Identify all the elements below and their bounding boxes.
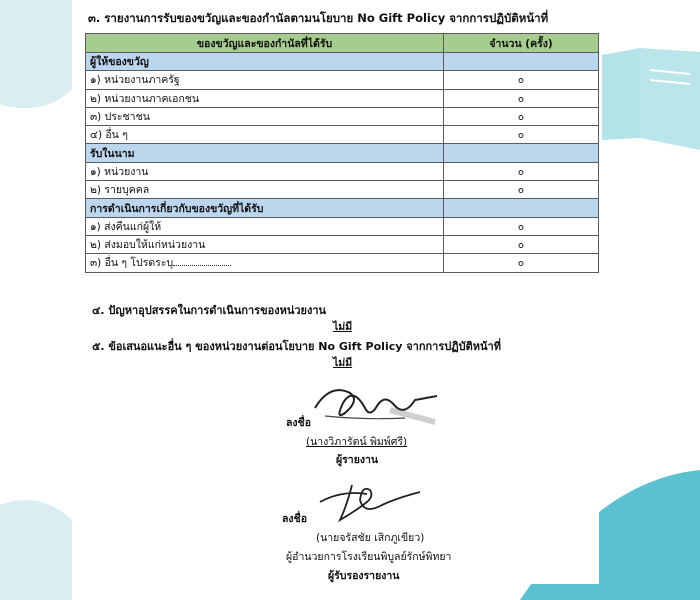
table-row bbox=[86, 254, 599, 272]
fill-in-dotted-line bbox=[173, 256, 231, 266]
table-row bbox=[86, 217, 599, 235]
row-value: ๐ bbox=[444, 126, 599, 144]
row-label-other bbox=[86, 254, 444, 272]
gift-report-table bbox=[85, 33, 599, 273]
row-label: ๓) อื่น ๆ โปรดระบุ bbox=[90, 257, 174, 270]
row-value: ๐ bbox=[444, 107, 599, 125]
section5-answer: ไม่มี bbox=[333, 357, 353, 369]
table-group-row bbox=[86, 199, 599, 217]
section4-title: ๔. ปัญหาอุปสรรคในการดำเนินการของหน่วยงาน bbox=[92, 304, 327, 317]
row-label: ๔) อื่น ๆ bbox=[86, 126, 444, 144]
left-bottom-blob bbox=[0, 500, 72, 600]
section3-title: ๓. รายงานการรับของขวัญและของกำนัลตามนโยบาย No Gift Policy จากการปฏิบัติหน้าที่ bbox=[88, 11, 549, 25]
signature2-role: ผู้รับรองรายงาน bbox=[328, 570, 400, 582]
row-label: ๒) ส่งมอบให้แก่หน่วยงาน bbox=[86, 235, 444, 253]
signature1-role: ผู้รายงาน bbox=[336, 454, 379, 466]
table-group-row bbox=[86, 144, 599, 162]
signature2-sign-label: ลงชื่อ bbox=[282, 513, 307, 525]
book-icon bbox=[602, 48, 700, 150]
table-row bbox=[86, 89, 599, 107]
table-row bbox=[86, 181, 599, 199]
table-row bbox=[86, 107, 599, 125]
row-label: ๓) ประชาชน bbox=[86, 107, 444, 125]
section5-title: ๕. ข้อเสนอแนะอื่น ๆ ของหน่วยงานต่อนโยบาย No Gift Policy จากการปฏิบัติหน้าที่ bbox=[92, 340, 501, 353]
row-value: ๐ bbox=[444, 162, 599, 180]
row-label: ๒) รายบุคคล bbox=[86, 181, 444, 199]
signature1-sign-label: ลงชื่อ bbox=[286, 417, 311, 429]
group-label: การดำเนินการเกี่ยวกับของขวัญที่ได้รับ bbox=[86, 199, 444, 217]
row-value: ๐ bbox=[444, 217, 599, 235]
table-row bbox=[86, 235, 599, 253]
row-label: ๑) หน่วยงานภาครัฐ bbox=[86, 71, 444, 89]
signature1-name: (นางวิภารัตน์ พิมพ์ศรี) bbox=[306, 436, 408, 448]
table-row bbox=[86, 162, 599, 180]
row-value: ๐ bbox=[444, 254, 599, 272]
group-label: รับในนาม bbox=[86, 144, 444, 162]
table-row bbox=[86, 126, 599, 144]
table-header-item: ของขวัญและของกำนัลที่ได้รับ bbox=[86, 34, 444, 53]
handwritten-signature-2 bbox=[312, 480, 432, 525]
section4-answer: ไม่มี bbox=[333, 321, 353, 333]
row-label: ๒) หน่วยงานภาคเอกชน bbox=[86, 89, 444, 107]
table-group-row bbox=[86, 53, 599, 71]
signature2-name: (นายจรัสชัย เสิกภูเขียว) bbox=[316, 532, 425, 544]
table-row bbox=[86, 71, 599, 89]
group-label: ผู้ให้ของขวัญ bbox=[86, 53, 444, 71]
row-value: ๐ bbox=[444, 89, 599, 107]
row-label: ๑) หน่วยงาน bbox=[86, 162, 444, 180]
row-value: ๐ bbox=[444, 181, 599, 199]
row-value: ๐ bbox=[444, 235, 599, 253]
row-value: ๐ bbox=[444, 71, 599, 89]
table-header-count: จำนวน (ครั้ง) bbox=[444, 34, 599, 53]
row-label: ๑) ส่งคืนแก่ผู้ให้ bbox=[86, 217, 444, 235]
signature2-position: ผู้อำนวยการโรงเรียนพิบูลย์รักษ์พิทยา bbox=[286, 551, 452, 563]
handwritten-signature-1 bbox=[305, 378, 445, 428]
